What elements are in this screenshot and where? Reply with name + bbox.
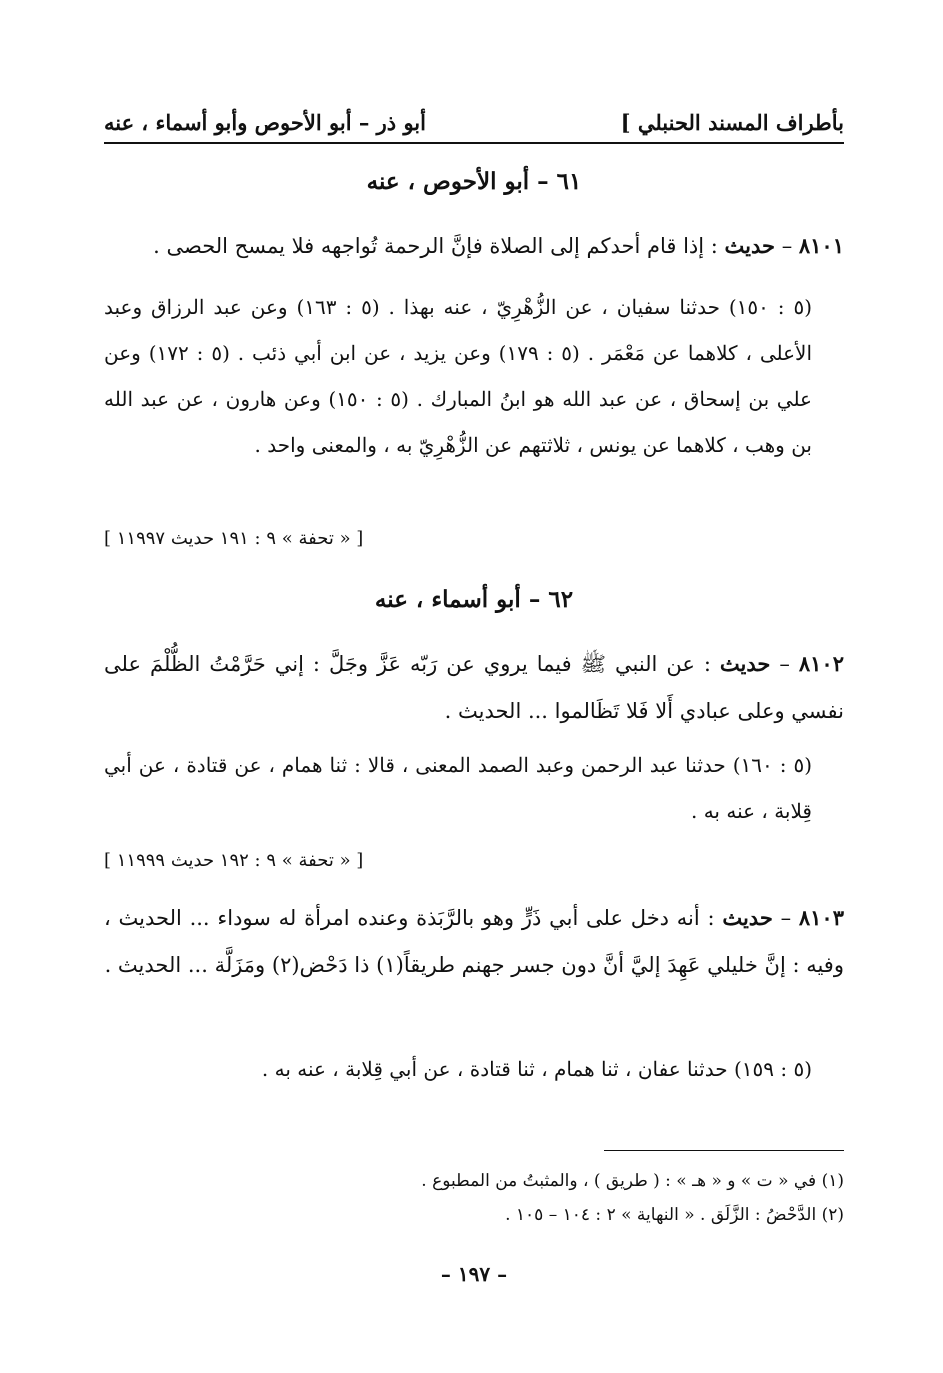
- book-page: [104, 0, 844, 1373]
- tuhfa-reference: [ « تحفة » ٩ : ١٩٢ حديث ١١٩٩٩ ]: [104, 850, 364, 871]
- page-number: – ١٩٧ –: [440, 1262, 508, 1286]
- hadith-number: ٨١٠٢: [798, 651, 844, 676]
- hadith-keyword: حديث: [722, 905, 773, 930]
- hadith-text: : إذا قام أحدكم إلى الصلاة فإنَّ الرحمة تُواجهه فلا يمسح الحصى .: [153, 234, 725, 258]
- hadith-entry: [104, 894, 844, 989]
- footnote: (٢) الدَّحْضُ : الزَّلَق . « النهاية » ٢ : ١٠٤ – ١٠٥ .: [505, 1205, 844, 1225]
- hadith-text: : عن النبي ﷺ فيما يروي عن رَبّه عَزَّ وجَلَّ : إني حَرَّمْتُ الظُّلْمَ على نفسي وعلى عبادي أَلا فَلا تَظَالموا ... الحديث .: [104, 652, 844, 723]
- hadith-entry: [104, 222, 844, 270]
- header-section-title: أبو ذر – أبو الأحوص وأبو أسماء ، عنه: [104, 110, 426, 135]
- section-heading: ٦١ – أبو الأحوص ، عنه: [366, 168, 582, 195]
- hadith-sanad: (٥ : ١٥٩) حدثنا عفان ، ثنا همام ، ثنا قتادة ، عن أبي قِلابة ، عنه به .: [261, 1057, 812, 1081]
- hadith-keyword: حديث: [719, 651, 771, 676]
- hadith-dash: –: [772, 906, 799, 930]
- hadith-sanad: (٥ : ١٦٠) حدثنا عبد الرحمن وعبد الصمد المعنى ، قالا : ثنا همام ، عن قتادة ، عن أبي قِلابة ، عنه به .: [104, 753, 812, 823]
- hadith-number: ٨١٠٣: [798, 905, 844, 930]
- hadith-dash: –: [775, 234, 799, 258]
- hadith-keyword: حديث: [724, 233, 776, 258]
- hadith-number: ٨١٠١: [798, 233, 844, 258]
- hadith-dash: –: [770, 652, 799, 676]
- footnote: (١) في « ت » و « هـ » : ( طريق ) ، والمثبتُ من المطبوع .: [421, 1171, 844, 1191]
- running-header: [104, 108, 844, 144]
- hadith-entry: [104, 640, 844, 735]
- footnote-separator: [604, 1150, 844, 1151]
- header-book-title: بأطراف المسند الحنبلي ]: [620, 110, 844, 135]
- tuhfa-reference: [ « تحفة » ٩ : ١٩١ حديث ١١٩٩٧ ]: [104, 528, 364, 549]
- section-heading: ٦٢ – أبو أسماء ، عنه: [374, 586, 574, 613]
- hadith-text: : أنه دخل على أبي ذَرٍّ وهو بالرَّبَذة وعنده امرأة له سوداء ... الحديث ، وفيه : إنَّ خليلي عَهِدَ إليَّ أنَّ دون جسر جهنم طريقاً(١) ذا دَحْض(٢) ومَزَلَّة ... الحديث .: [104, 906, 844, 977]
- hadith-sanad: (٥ : ١٥٠) حدثنا سفيان ، عن الزُّهْرِيّ ، عنه بهذا . (٥ : ١٦٣) وعن عبد الرزاق وعبد الأعلى ، كلاهما عن مَعْمَر . (٥ : ١٧٩) وعن يزيد ، عن ابن أبي ذئب . (٥ : ١٧٢) وعن علي بن إسحاق ، عن عبد الله هو ابنُ المبارك . (٥ : ١٥٠) وعن هارون ، عن عبد الله بن وهب ، كلاهما عن يونس ، ثلاثتهم عن الزُّهْرِيّ به ، والمعنى واحد .: [104, 295, 813, 457]
